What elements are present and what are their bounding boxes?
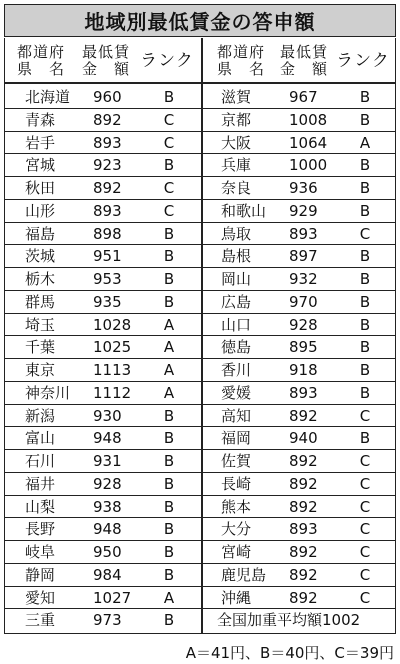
page-title: 地域別最低賃金の答申額 (4, 4, 396, 37)
prefecture-name: 山口 (221, 315, 252, 334)
min-wage-value: 895 (289, 338, 318, 357)
min-wage-value: 953 (93, 270, 122, 288)
prefecture-name: 岩手 (25, 133, 56, 152)
min-wage-value: 1064 (289, 133, 328, 152)
min-wage-value: 892 (289, 406, 318, 425)
prefecture-name: 群馬 (25, 292, 56, 311)
min-wage-value: 892 (93, 110, 122, 129)
rank-value: C (359, 497, 371, 516)
rank-value: C (359, 565, 371, 584)
min-wage-value: 892 (289, 474, 318, 493)
rank-value: B (163, 520, 175, 539)
prefecture-name: 山梨 (25, 497, 56, 516)
min-wage-value: 892 (289, 497, 318, 516)
prefecture-name: 佐賀 (221, 452, 252, 470)
table-row (5, 359, 395, 382)
prefecture-name: 茨城 (25, 247, 56, 266)
rank-value: B (359, 88, 371, 106)
rank-value: B (359, 383, 371, 402)
min-wage-value: 1112 (93, 383, 132, 402)
rank-value: B (163, 497, 175, 516)
min-wage-value: 936 (289, 179, 318, 197)
rank-value: B (359, 179, 371, 197)
min-wage-value: 1000 (289, 156, 328, 175)
prefecture-name: 三重 (25, 611, 56, 630)
min-wage-value: 970 (289, 292, 318, 311)
column-divider (201, 38, 203, 633)
prefecture-name: 広島 (221, 292, 252, 311)
min-wage-value: 897 (289, 247, 318, 266)
table-row (5, 336, 395, 359)
rank-value: C (163, 179, 175, 197)
prefecture-name: 静岡 (25, 565, 56, 584)
min-wage-value: 893 (93, 201, 122, 220)
prefecture-name: 福井 (25, 474, 56, 493)
rank-value: B (163, 474, 175, 493)
prefecture-name: 鹿児島 (221, 565, 267, 584)
rank-value: A (163, 361, 175, 379)
min-wage-value: 948 (93, 520, 122, 539)
header-prefecture-right-line1: 都道府 (216, 43, 265, 61)
table-row (5, 427, 395, 450)
rank-value: B (359, 201, 371, 220)
min-wage-value: 898 (93, 224, 122, 243)
wage-table (4, 38, 396, 634)
prefecture-name: 岐阜 (25, 543, 56, 561)
rank-value: A (163, 338, 175, 357)
rank-value: A (163, 315, 175, 334)
rank-value: B (359, 156, 371, 175)
rank-value: A (163, 383, 175, 402)
rank-value: A (359, 133, 371, 152)
header-rank-label: ランク (140, 50, 194, 71)
min-wage-value: 951 (93, 247, 122, 266)
min-wage-value: 893 (289, 520, 318, 539)
prefecture-name: 青森 (25, 110, 56, 129)
rank-value: B (163, 270, 175, 288)
prefecture-name: 滋賀 (221, 88, 252, 106)
table-row (5, 405, 395, 428)
rank-value: B (359, 292, 371, 311)
rank-value: C (163, 133, 175, 152)
min-wage-value: 928 (93, 474, 122, 493)
prefecture-name: 和歌山 (221, 201, 267, 220)
min-wage-value: 893 (289, 224, 318, 243)
rank-value: B (359, 361, 371, 379)
prefecture-name: 香川 (221, 361, 252, 379)
rank-value: C (359, 520, 371, 539)
header-prefecture-line2: 県 名 (16, 60, 65, 78)
table-row (5, 609, 395, 632)
table-row (5, 450, 395, 473)
table-row (5, 564, 395, 587)
rank-value: B (163, 452, 175, 470)
rank-footnote: A＝41円、B＝40円、C＝39円 (185, 644, 394, 662)
rank-value: B (359, 270, 371, 288)
header-rank-right (331, 38, 395, 84)
prefecture-name: 高知 (221, 406, 252, 425)
min-wage-value: 950 (93, 543, 122, 561)
min-wage-value: 892 (93, 179, 122, 197)
table-row (5, 223, 395, 246)
rank-value: B (359, 338, 371, 357)
table-row (5, 268, 395, 291)
prefecture-name: 北海道 (25, 88, 71, 106)
header-prefecture-line1: 都道府 (16, 43, 65, 61)
prefecture-name: 大分 (221, 520, 252, 539)
table-row (5, 154, 395, 177)
min-wage-value: 930 (93, 406, 122, 425)
table-row (5, 200, 395, 223)
rank-value: B (163, 543, 175, 561)
rank-value: C (359, 406, 371, 425)
rank-value: B (163, 406, 175, 425)
table-row (5, 518, 395, 541)
min-wage-value: 967 (289, 88, 318, 106)
table-row (5, 86, 395, 109)
rank-value: C (359, 588, 371, 607)
prefecture-name: 岡山 (221, 270, 252, 288)
prefecture-name: 宮城 (25, 156, 56, 175)
rank-value: B (163, 88, 175, 106)
min-wage-value: 1028 (93, 315, 132, 334)
min-wage-value: 892 (289, 565, 318, 584)
min-wage-value: 932 (289, 270, 318, 288)
prefecture-name: 奈良 (221, 179, 252, 197)
min-wage-value: 931 (93, 452, 122, 470)
prefecture-name: 東京 (25, 361, 56, 379)
rank-value: B (163, 247, 175, 266)
prefecture-name: 愛媛 (221, 383, 252, 402)
rank-value: B (163, 156, 175, 175)
table-row (5, 109, 395, 132)
rank-value: B (163, 429, 175, 448)
rank-value: B (359, 110, 371, 129)
min-wage-value: 973 (93, 611, 122, 630)
header-rank (135, 38, 199, 84)
rank-value: B (163, 565, 175, 584)
prefecture-name: 栃木 (25, 270, 56, 288)
header-wage-line1: 最低賃 (81, 43, 130, 61)
table-row (5, 132, 395, 155)
header-prefecture (9, 38, 73, 84)
min-wage-value: 940 (289, 429, 318, 448)
rank-value: C (163, 201, 175, 220)
prefecture-name: 埼玉 (25, 315, 56, 334)
min-wage-value: 928 (289, 315, 318, 334)
min-wage-value: 948 (93, 429, 122, 448)
prefecture-name: 石川 (25, 452, 56, 470)
table-row (5, 541, 395, 564)
min-wage-value: 938 (93, 497, 122, 516)
rank-value: B (359, 429, 371, 448)
min-wage-value: 923 (93, 156, 122, 175)
prefecture-name: 千葉 (25, 338, 56, 357)
min-wage-value: 892 (289, 588, 318, 607)
prefecture-name: 愛知 (25, 588, 56, 607)
min-wage-value: 1027 (93, 588, 132, 607)
header-wage (79, 38, 133, 84)
header-prefecture-right-line2: 県 名 (216, 60, 265, 78)
header-rank-right-label: ランク (336, 50, 390, 71)
prefecture-name: 大阪 (221, 133, 252, 152)
table-header (5, 38, 395, 84)
rank-value: C (359, 543, 371, 561)
min-wage-value: 960 (93, 88, 122, 106)
min-wage-value: 893 (93, 133, 122, 152)
rank-value: C (359, 474, 371, 493)
rank-value: B (359, 247, 371, 266)
rank-value: C (359, 452, 371, 470)
header-wage-line2: 金 額 (81, 60, 130, 78)
min-wage-value: 893 (289, 383, 318, 402)
rank-value: B (163, 611, 175, 630)
prefecture-name: 長野 (25, 520, 56, 539)
min-wage-value: 1113 (93, 361, 132, 379)
rank-value: C (359, 224, 371, 243)
prefecture-name: 神奈川 (25, 383, 71, 402)
prefecture-name: 秋田 (25, 179, 56, 197)
header-wage-right (277, 38, 331, 84)
prefecture-name: 島根 (221, 247, 252, 266)
rank-value: B (163, 224, 175, 243)
min-wage-value: 929 (289, 201, 318, 220)
prefecture-name: 山形 (25, 201, 56, 220)
prefecture-name: 新潟 (25, 406, 56, 425)
national-average: 全国加重平均額1002 (217, 611, 361, 630)
table-row (5, 587, 395, 610)
prefecture-name: 沖縄 (221, 588, 252, 607)
header-wage-right-line1: 最低賃 (279, 43, 328, 61)
table-row (5, 496, 395, 519)
header-wage-right-line2: 金 額 (279, 60, 328, 78)
table-row (5, 314, 395, 337)
table-row (5, 473, 395, 496)
min-wage-value: 892 (289, 452, 318, 470)
rank-value: B (359, 315, 371, 334)
prefecture-name: 宮崎 (221, 543, 252, 561)
prefecture-name: 熊本 (221, 497, 252, 516)
rank-value: B (163, 292, 175, 311)
prefecture-name: 富山 (25, 429, 56, 448)
prefecture-name: 徳島 (221, 338, 252, 357)
prefecture-name: 福島 (25, 224, 56, 243)
min-wage-value: 1025 (93, 338, 132, 357)
rank-value: C (163, 110, 175, 129)
header-prefecture-right (209, 38, 273, 84)
table-row (5, 177, 395, 200)
table-row (5, 382, 395, 405)
prefecture-name: 福岡 (221, 429, 252, 448)
min-wage-value: 935 (93, 292, 122, 311)
prefecture-name: 鳥取 (221, 224, 252, 243)
prefecture-name: 長崎 (221, 474, 252, 493)
prefecture-name: 兵庫 (221, 156, 252, 175)
min-wage-value: 984 (93, 565, 122, 584)
table-row (5, 245, 395, 268)
rank-value: A (163, 588, 175, 607)
min-wage-value: 892 (289, 543, 318, 561)
min-wage-value: 1008 (289, 110, 328, 129)
table-row (5, 291, 395, 314)
prefecture-name: 京都 (221, 110, 252, 129)
min-wage-value: 918 (289, 361, 318, 379)
